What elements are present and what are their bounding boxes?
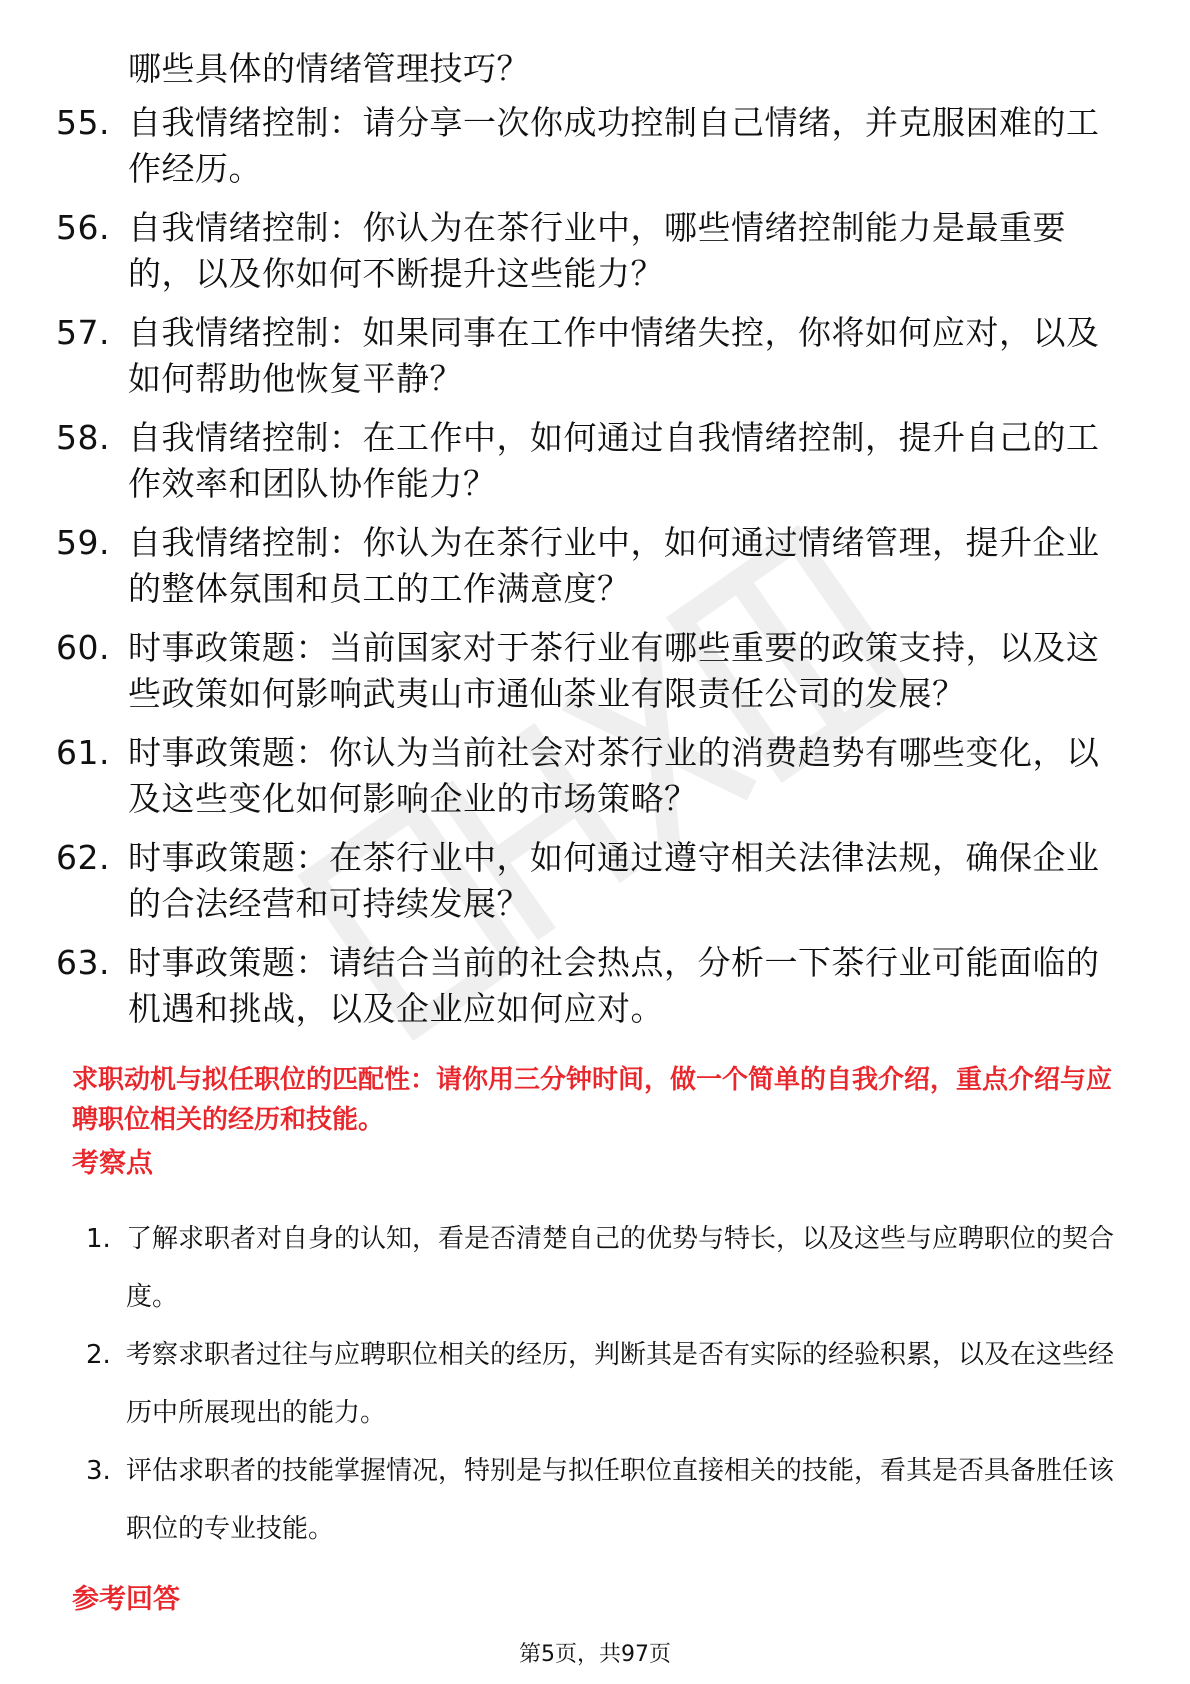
question-text: 时事政策题：在茶行业中，如何通过遵守相关法律法规，确保企业的合法经营和可持续发展？ bbox=[128, 838, 1100, 923]
question-item bbox=[56, 520, 1116, 612]
exam-point-item bbox=[86, 1442, 1116, 1558]
question-item bbox=[56, 940, 1116, 1032]
exam-point-text: 考察求职者过往与应聘职位相关的经历，判断其是否有实际的经验积累，以及在这些经历中所展现出的能力。 bbox=[126, 1340, 1115, 1428]
question-text: 时事政策题：你认为当前社会对茶行业的消费趋势有哪些变化，以及这些变化如何影响企业的市场策略？ bbox=[128, 733, 1100, 818]
question-text: 自我情绪控制：你认为在茶行业中，如何通过情绪管理，提升企业的整体氛围和员工的工作满意度？ bbox=[128, 523, 1100, 608]
question-text: 自我情绪控制：你认为在茶行业中，哪些情绪控制能力是最重要的，以及你如何不断提升这些能力？ bbox=[128, 208, 1066, 293]
question-text: 自我情绪控制：请分享一次你成功控制自己情绪，并克服困难的工作经历。 bbox=[128, 103, 1100, 188]
question-text: 自我情绪控制：在工作中，如何通过自我情绪控制，提升自己的工作效率和团队协作能力？ bbox=[128, 418, 1100, 503]
exam-point-text: 了解求职者对自身的认知，看是否清楚自己的优势与特长，以及这些与应聘职位的契合度。 bbox=[126, 1224, 1115, 1312]
question-item bbox=[56, 625, 1116, 717]
question-number: 60. bbox=[56, 628, 110, 667]
question-continuation-text: 哪些具体的情绪管理技巧？ bbox=[128, 49, 530, 88]
question-text: 时事政策题：当前国家对于茶行业有哪些重要的政策支持，以及这些政策如何影响武夷山市通仙茶业有限责任公司的发展？ bbox=[128, 628, 1100, 713]
question-item bbox=[56, 205, 1116, 297]
question-item bbox=[56, 730, 1116, 822]
question-number: 61. bbox=[56, 733, 110, 772]
question-item bbox=[56, 835, 1116, 927]
exam-point-number: 2. bbox=[86, 1340, 111, 1370]
exam-points-heading: 考察点 bbox=[72, 1148, 153, 1179]
question-item bbox=[56, 310, 1116, 402]
question-number: 63. bbox=[56, 943, 110, 982]
question-number: 57. bbox=[56, 313, 110, 352]
question-number: 55. bbox=[56, 103, 110, 142]
exam-points-list bbox=[86, 1210, 1116, 1558]
page-number-footer: 第5页，共97页 bbox=[519, 1642, 671, 1667]
exam-point-text: 评估求职者的技能掌握情况，特别是与拟任职位直接相关的技能，看其是否具备胜任该职位的专业技能。 bbox=[126, 1456, 1115, 1544]
question-text: 自我情绪控制：如果同事在工作中情绪失控，你将如何应对，以及如何帮助他恢复平静？ bbox=[128, 313, 1100, 398]
exam-point-item bbox=[86, 1326, 1116, 1442]
reference-answer-heading: 参考回答 bbox=[72, 1584, 180, 1615]
exam-point-number: 1. bbox=[86, 1224, 111, 1254]
exam-point-item bbox=[86, 1210, 1116, 1326]
question-number: 59. bbox=[56, 523, 110, 562]
question-number: 62. bbox=[56, 838, 110, 877]
question-number: 56. bbox=[56, 208, 110, 247]
question-number: 58. bbox=[56, 418, 110, 457]
question-item bbox=[56, 415, 1116, 507]
question-list bbox=[56, 100, 1116, 1045]
section-heading: 求职动机与拟任职位的匹配性：请你用三分钟时间，做一个简单的自我介绍，重点介绍与应聘职位相关的经历和技能。 bbox=[72, 1065, 1113, 1135]
question-item bbox=[56, 100, 1116, 192]
question-text: 时事政策题：请结合当前的社会热点，分析一下茶行业可能面临的机遇和挑战，以及企业应如何应对。 bbox=[128, 943, 1100, 1028]
exam-point-number: 3. bbox=[86, 1456, 111, 1486]
